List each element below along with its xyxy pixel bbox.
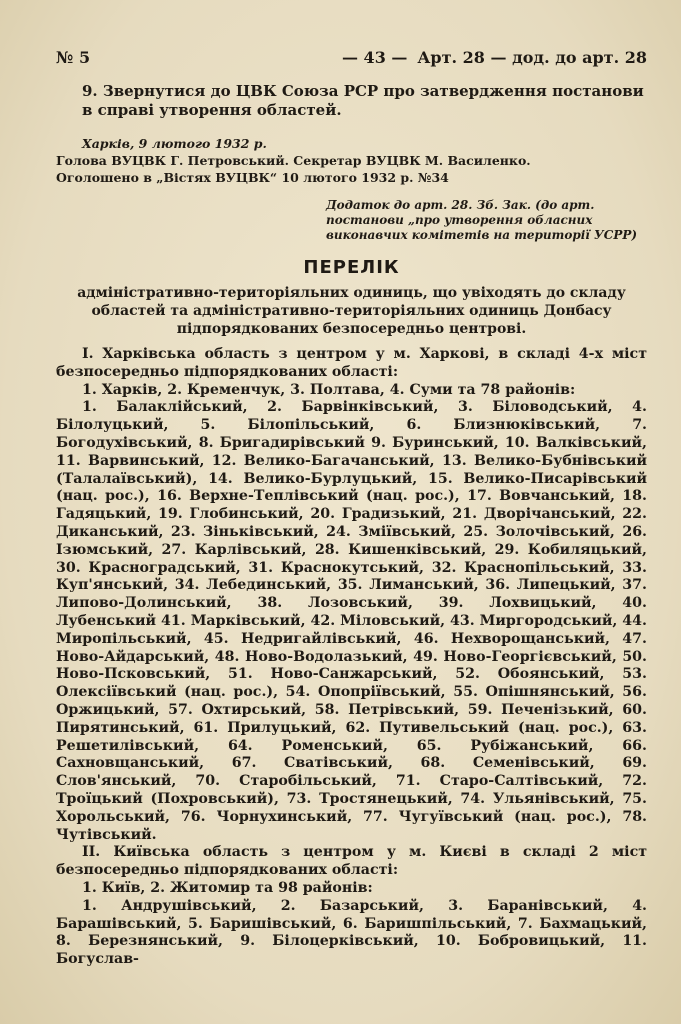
item-nine: 9. Звернутися до ЦВК Союза РСР про затвердження постанови в справі утворення областей.: [82, 82, 644, 119]
appendix-note: Додаток до арт. 28. Зб. Зак. (до арт. постанови „про утворення обласних виконавчих комітетів на території УСРР): [326, 198, 638, 242]
list-subtitle: адміністративно-територіяльних одиниць, що увіходять до складу областей та адміністративно-територіяльних одиниць Донбасу підпорядкованих безпосередньо центрові.: [77, 285, 626, 337]
list-title: ПЕРЕЛІК: [303, 257, 400, 278]
kyiv-districts: 1. Андрушівський, 2. Базарський, 3. Баранівський, 4. Барашівський, 5. Баришівський, 6. Баришпільський, 7. Бахмацький, 8. Березнянський, 9. Білоцерківський, 10. Бобровицький, 11. Богуслав-: [56, 897, 647, 968]
page-number: — 43 —: [341, 48, 408, 67]
kharkiv-cities: 1. Харків, 2. Кременчук, 3. Полтава, 4. Суми та 78 районів:: [82, 381, 576, 398]
article-reference: Арт. 28 — дод. до арт. 28: [417, 48, 647, 67]
kharkiv-region-header: I. Харківська область з центром у м. Харкові, в складі 4-х міст безпосередньо підпорядкованих області:: [56, 346, 647, 380]
place-date: Харків, 9 лютого 1932 р.: [82, 136, 267, 151]
kharkiv-districts: 1. Балаклійський, 2. Барвінківський, 3. Біловодський, 4. Білолуцький, 5. Білопільський, 6. Близнюківський, 7. Богодухівський, 8. Бригадирівський 9. Буринський, 10. Валківський, 11. Варвинський, 12. Велико-Багачанський, 13. Велико-Бубнівський (Талалаївський), 14. Велико-Бурлуцький, 15. Велико-Писарівський (нац. рос.), 16. Верхне-Теплівський (нац. рос.), 17. Вовчанський, 18. Гадяцький, 19. Глобинський, 20. Градизький, 21. Дворічанський, 22. Диканський, 23. Зіньківський, 24. Зміївський, 25. Золочівський, 26. Ізюмський, 27. Карлівський, 28. Кишенківський, 29. Кобиляцький, 30. Красноградський, 31. Краснокутський, 32. Краснопільський, 33. Куп'янський, 34. Лебединський, 35. Лиманський, 36. Липецький, 37. Липово-Долинський, 38. Лозовський, 39. Лохвицький, 40. Лубенський 41. Марківський, 42. Міловський, 43. Миргородський, 44. Миропільський, 45. Недригайлівський, 46. Нехворощанський, 47. Ново-Айдарський, 48. Ново-Водолазький, 49. Ново-Георгієвський, 50. Ново-Псковський, 51. Ново-Санжарський, 52. Обоянський, 53. Олексіївський (нац. рос.), 54. Опопріївський, 55. Опішнянський, 56. Оржицький, 57. Охтирський, 58. Петрівський, 59. Печенізький, 60. Пирятинський, 61. Прилуцький, 62. Путивельський (нац. рос.), 63. Решетилівський, 64. Роменський, 65. Рубіжанський, 66. Сахновщанський, 67. Сватівський, 68. Семенівський, 69. Слов'янський, 70. Старобільський, 71. Старо-Салтівський, 72. Троїцький (Похровський), 73. Тростянецький, 74. Ульянівський, 75. Хорольський, 76. Чорнухинський, 77. Чугуївський (нац. рос.), 78. Чутівський.: [56, 399, 647, 843]
publication-note: Оголошено в „Вістях ВУЦВК“ 10 лютого 1932 р. №34: [56, 170, 449, 185]
signatures: Голова ВУЦВК Г. Петровський. Секретар ВУЦВК М. Василенко.: [56, 153, 531, 168]
issue-number: № 5: [56, 48, 91, 67]
page-header: [56, 48, 647, 67]
kyiv-cities: 1. Київ, 2. Житомир та 98 районів:: [82, 879, 373, 896]
kyiv-region-header: II. Київська область з центром у м. Києві в складі 2 міст безпосередньо підпорядкованих області:: [56, 844, 647, 879]
